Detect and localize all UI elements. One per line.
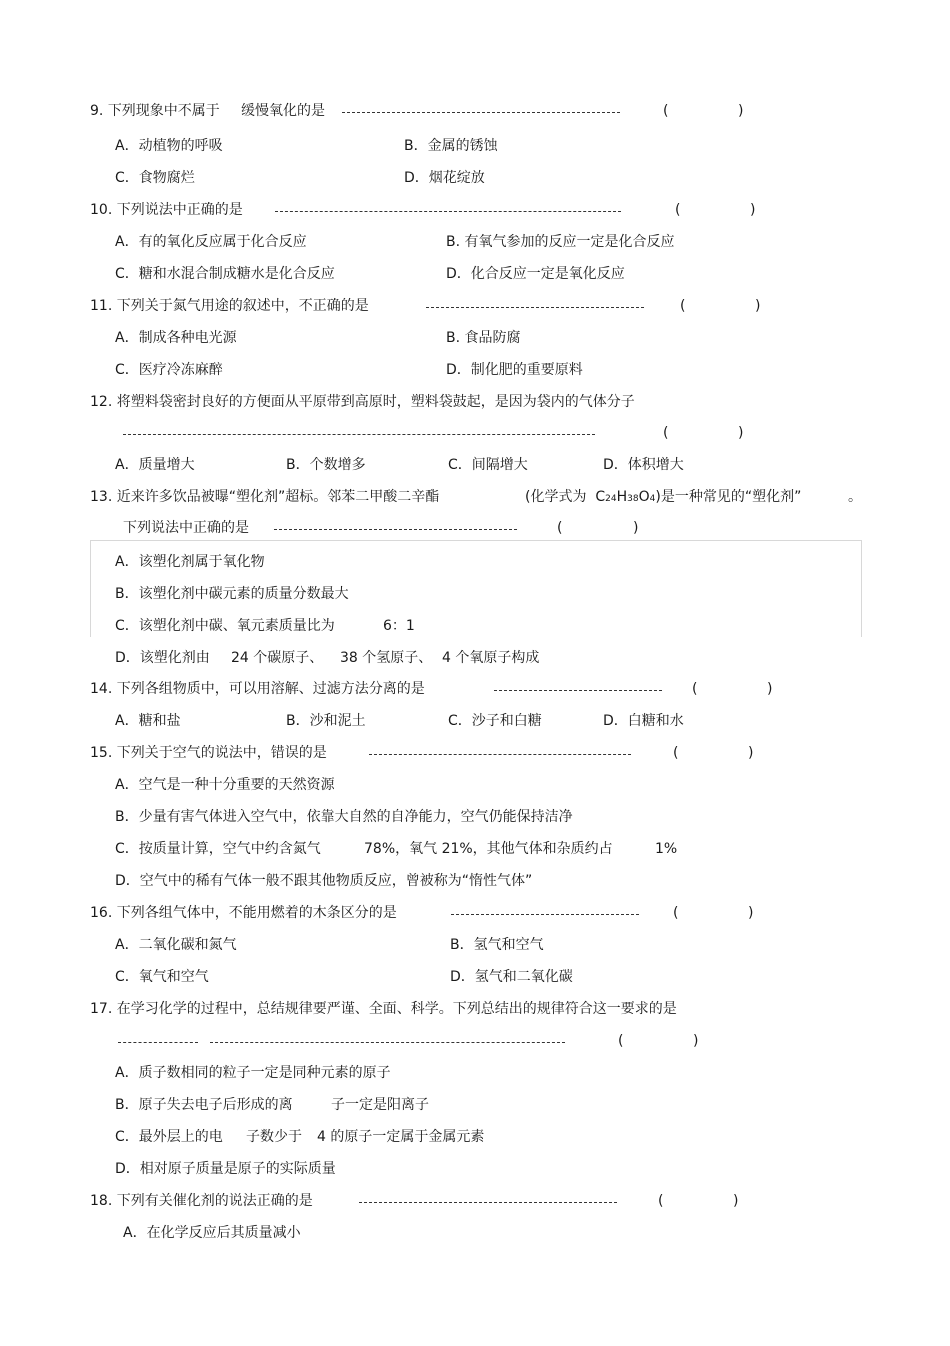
q16-option-d: D．氢气和二氧化碳 [450,969,573,985]
q17-stem: 17. 在学习化学的过程中，总结规律要严谨、全面、科学。下列总结出的规律符合这一要求的是 [90,1001,677,1017]
q17-answer-leader-start [118,1042,198,1043]
q13-option-c: C．该塑化剂中碳、氧元素质量比为 [115,618,335,634]
q9-option-a: A．动植物的呼吸 [115,138,223,154]
q10-paren-close: ) [750,202,756,218]
q9-paren-open: ( [663,103,669,119]
q10-option-c: C．糖和水混合制成糖水是化合反应 [115,266,335,282]
q14-paren-open: ( [692,681,698,697]
q11-paren-close: ) [755,298,761,314]
q16-stem: 16. 下列各组气体中，不能用燃着的木条区分的是 [90,905,397,921]
q12-option-d: D．体积增大 [603,457,684,473]
q9-option-b: B．金属的锈蚀 [404,138,498,154]
q15-stem: 15. 下列关于空气的说法中，错误的是 [90,745,327,761]
q15-option-a: A．空气是一种十分重要的天然资源 [115,777,335,793]
q14-paren-close: ) [767,681,773,697]
q12-stem: 12. 将塑料袋密封良好的方便面从平原带到高原时，塑料袋鼓起，是因为袋内的气体分子 [90,394,635,410]
q11-option-a: A．制成各种电光源 [115,330,237,346]
q13-option-d: D．该塑化剂由 [115,650,210,666]
q14-option-d: D．白糖和水 [603,713,684,729]
q15-option-c: C．按质量计算，空气中约含氮气 [115,841,321,857]
q13-option-d-oxygen: 4 个氧原子构成 [442,650,540,666]
q9-number-stem: 9. 下列现象中不属于 [90,103,220,119]
q16-paren-close: ) [748,905,754,921]
q13-paren-open: ( [557,520,563,536]
q10-paren-open: ( [675,202,681,218]
q10-option-d: D．化合反应一定是氧化反应 [446,266,625,282]
q17-option-b-tail: 子一定是阳离子 [331,1097,429,1113]
q12-option-a: A．质量增大 [115,457,195,473]
q12-option-b: B．个数增多 [286,457,366,473]
q17-option-b: B．原子失去电子后形成的离 [115,1097,293,1113]
q10-option-a: A．有的氧化反应属于化合反应 [115,234,307,250]
q9-option-c: C．食物腐烂 [115,170,195,186]
q17-option-c: C．最外层上的电 [115,1129,223,1145]
q12-answer-leader [123,434,595,435]
q17-option-d: D．相对原子质量是原子的实际质量 [115,1161,336,1177]
q10-option-b: B. 有氧气参加的反应一定是化合反应 [446,234,675,250]
q17-paren-open: ( [618,1033,624,1049]
q18-option-a: A．在化学反应后其质量减小 [123,1225,301,1241]
q14-option-b: B．沙和泥土 [286,713,366,729]
q15-option-b: B．少量有害气体进入空气中，依靠大自然的自净能力，空气仍能保持洁净 [115,809,573,825]
q17-option-c-tail: 4 的原子一定属于金属元素 [317,1129,485,1145]
q15-option-d: D．空气中的稀有气体一般不跟其他物质反应，曾被称为“惰性气体” [115,873,533,889]
q18-paren-close: ) [733,1193,739,1209]
q18-stem: 18. 下列有关催化剂的说法正确的是 [90,1193,313,1209]
q14-answer-leader [494,690,662,691]
q16-option-b: B．氢气和空气 [450,937,544,953]
q13-option-d-hydrogen: 38 个氢原子、 [340,650,433,666]
q13-stem-period: 。 [848,489,862,505]
q11-answer-leader [426,307,644,308]
q16-option-c: C．氧气和空气 [115,969,209,985]
q18-answer-leader [359,1202,617,1203]
q17-option-a: A．质子数相同的粒子一定是同种元素的原子 [115,1065,391,1081]
q12-paren-close: ) [738,425,744,441]
q15-answer-leader [369,754,631,755]
q12-option-c: C．间隔增大 [448,457,528,473]
q10-answer-leader [275,211,621,212]
q11-stem: 11. 下列关于氮气用途的叙述中，不正确的是 [90,298,369,314]
q17-answer-leader [210,1042,565,1043]
q15-paren-close: ) [748,745,754,761]
q18-paren-open: ( [658,1193,664,1209]
q9-stem-tail: 缓慢氧化的是 [241,103,325,119]
q16-option-a: A．二氧化碳和氮气 [115,937,237,953]
q9-paren-close: ) [738,103,744,119]
q14-stem: 14. 下列各组物质中，可以用溶解、过滤方法分离的是 [90,681,425,697]
q13-option-b: B．该塑化剂中碳元素的质量分数最大 [115,586,349,602]
q12-paren-open: ( [663,425,669,441]
q17-paren-close: ) [693,1033,699,1049]
q13-option-d-carbon: 24 个碳原子、 [231,650,324,666]
q9-option-d: D．烟花绽放 [404,170,485,186]
q14-option-a: A．糖和盐 [115,713,181,729]
q17-option-c-middle: 子数少于 [246,1129,302,1145]
q13-answer-leader [274,529,517,530]
q16-answer-leader [451,914,639,915]
q15-option-c-percentages: 78%，氧气 21%，其他气体和杂质约占 [364,841,613,857]
q13-option-c-ratio: 6：1 [383,618,415,634]
q11-option-d: D．制化肥的重要原料 [446,362,583,378]
q16-paren-open: ( [673,905,679,921]
q15-option-c-other: 1% [655,841,678,857]
q11-paren-open: ( [680,298,686,314]
q15-paren-open: ( [673,745,679,761]
q13-stem-line2: 下列说法中正确的是 [123,520,249,536]
q14-option-c: C．沙子和白糖 [448,713,542,729]
q10-stem: 10. 下列说法中正确的是 [90,202,243,218]
q9-answer-leader [342,112,620,113]
q13-paren-close: ) [633,520,639,536]
q13-option-a: A．该塑化剂属于氧化物 [115,554,265,570]
q13-stem-formula: (化学式为 C24H38O4)是一种常见的“塑化剂” [525,489,802,505]
q11-option-b: B. 食品防腐 [446,330,521,346]
q13-stem: 13. 近来许多饮品被曝“塑化剂”超标。邻苯二甲酸二辛酯 [90,489,440,505]
q11-option-c: C．医疗冷冻麻醉 [115,362,223,378]
